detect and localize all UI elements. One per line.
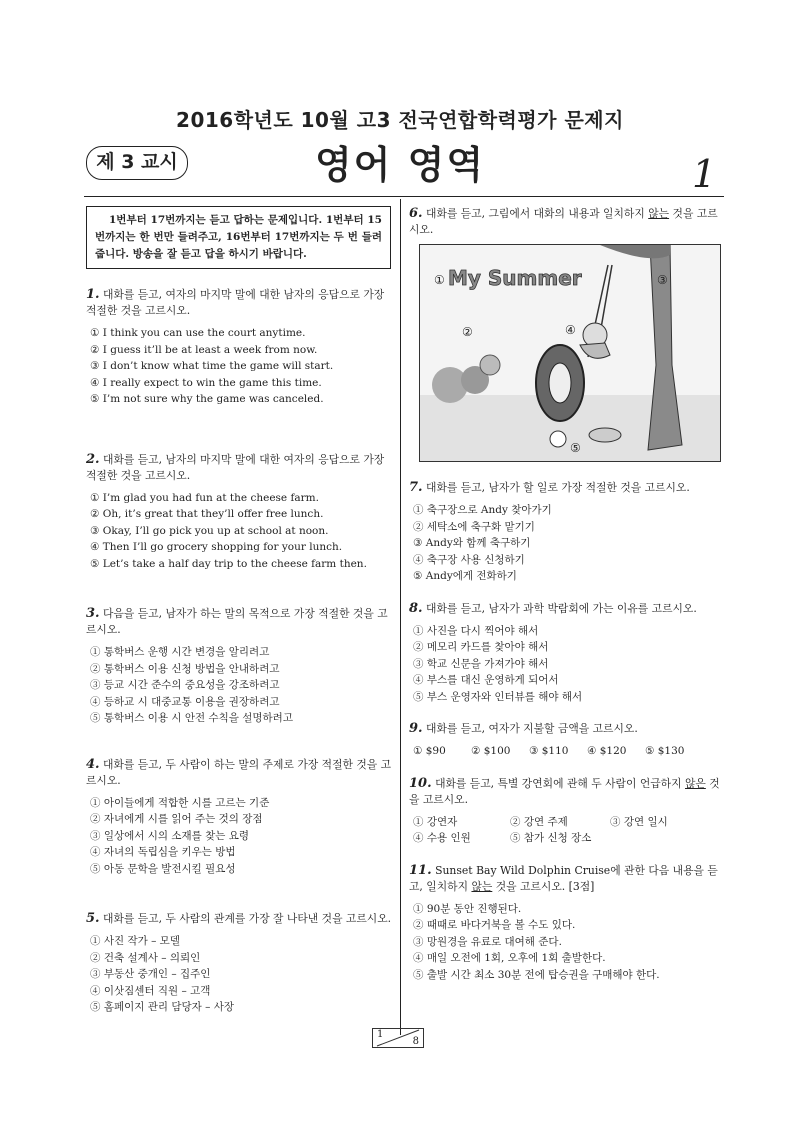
option: ① I think you can use the court anytime. <box>90 327 306 339</box>
question-10 <box>409 776 721 847</box>
question-number: 2. <box>86 451 100 467</box>
subject-title: 영어 영역 <box>314 143 486 187</box>
option: ③ 학교 신문을 가져가야 해서 <box>413 657 549 670</box>
question-stem: 대화를 듣고, 두 사람의 관계를 가장 잘 나타낸 것을 고르시오. <box>103 912 392 925</box>
option: ② I guess it’ll be at least a week from now. <box>90 343 318 356</box>
option: ③ Okay, I’ll go pick you up at school at noon. <box>90 524 329 537</box>
question-number: 9. <box>409 721 423 736</box>
option: ③ 일상에서 시의 소재를 찾는 요령 <box>90 829 250 842</box>
total-pages: 8 <box>412 1036 419 1047</box>
option: ⑤ Let’s take a half day trip to the cheese farm then. <box>90 557 367 570</box>
label-5: ⑤ <box>570 441 581 455</box>
label-3: ③ <box>657 273 668 287</box>
option: ③ 부동산 중개인 – 집주인 <box>90 968 211 980</box>
option: ② $100 <box>471 745 511 757</box>
option: ⑤ $130 <box>645 745 685 757</box>
question-2 <box>86 452 393 573</box>
underlined-word: 않는 <box>648 207 670 220</box>
option: ① I’m glad you had fun at the cheese farm. <box>90 491 319 504</box>
option: ② 자녀에게 시를 읽어 주는 것의 장점 <box>90 813 263 825</box>
question-5 <box>86 911 393 1016</box>
question-number: 3. <box>86 606 100 621</box>
option: ① 축구장으로 Andy 찾아가기 <box>413 504 552 516</box>
question-number: 6. <box>409 206 423 221</box>
question-11 <box>409 863 721 984</box>
question-number: 10. <box>409 775 432 791</box>
question-stem: 대화를 듣고, 여자의 마지막 말에 대한 남자의 응답으로 가장 적절한 것을 고르시오. <box>86 288 385 317</box>
column-divider <box>400 199 401 1035</box>
question-number: 7. <box>409 480 423 495</box>
question-6 <box>409 206 721 462</box>
question-stem: 대화를 듣고, 여자가 지불할 금액을 고르시오. <box>426 722 638 735</box>
option: ② 때때로 바다거북을 볼 수도 있다. <box>413 919 576 931</box>
option: ⑤ 참가 신청 장소 <box>510 832 592 844</box>
question-1 <box>86 287 393 408</box>
question-stem-end: 것을 고르시오. <box>409 776 720 806</box>
option: ③ 등교 시간 준수의 중요성을 강조하려고 <box>90 679 280 691</box>
question-number: 4. <box>86 756 100 772</box>
option: ② 통학버스 이용 신청 방법을 안내하려고 <box>90 662 280 675</box>
question-stem: 대화를 듣고, 특별 강연회에 관해 두 사람이 언급하지 <box>435 776 685 790</box>
label-4: ④ <box>565 323 576 337</box>
option: ④ Then I’ll go grocery shopping for your lunch. <box>90 541 343 553</box>
right-column <box>409 206 721 999</box>
option: ② 강연 주제 <box>510 815 568 828</box>
page-number: 1 <box>692 152 717 196</box>
question-number: 1. <box>86 287 100 302</box>
option: ② Oh, it’s great that they’ll offer free lunch. <box>90 508 324 520</box>
header-rule <box>84 196 724 197</box>
question-number: 11. <box>409 862 432 878</box>
question-3 <box>86 606 393 727</box>
option: ③ I don’t know what time the game will start. <box>90 360 334 372</box>
label-1: ① <box>434 273 445 287</box>
summer-illustration <box>420 245 720 461</box>
listening-notice: 1번부터 17번까지는 듣고 답하는 문제입니다. 1번부터 15번까지는 한 번만 들려주고, 16번부터 17번까지는 두 번 들려줍니다. 방송을 잘 듣고 답을 하시기 바랍니다. <box>86 206 391 269</box>
option: ④ 매일 오전에 1회, 오후에 1회 출발한다. <box>413 952 606 964</box>
option: ④ $120 <box>587 745 627 757</box>
option: ⑤ Andy에게 전화하기 <box>413 570 517 582</box>
question-stem: 대화를 듣고, 두 사람이 하는 말의 주제로 가장 적절한 것을 고르시오. <box>86 757 392 787</box>
question-number: 5. <box>86 911 100 926</box>
option: ③ $110 <box>529 745 569 757</box>
option: ① 사진을 다시 찍어야 해서 <box>413 624 539 637</box>
label-2: ② <box>462 325 473 339</box>
question-8 <box>409 601 721 706</box>
option: ① 강연자 <box>413 815 458 828</box>
option: ④ 등하교 시 대중교통 이용을 권장하려고 <box>90 695 280 708</box>
option: ① $90 <box>413 745 446 757</box>
option: ⑤ 아동 문학을 발전시킬 필요성 <box>90 862 236 875</box>
question-number: 8. <box>409 600 423 616</box>
exam-title: 2016학년도 10월 고3 전국연합학력평가 문제지 <box>176 108 624 132</box>
question-9 <box>409 721 721 760</box>
option: ② 메모리 카드를 찾아야 해서 <box>413 641 549 653</box>
option: ⑤ 홈페이지 관리 담당자 – 사장 <box>90 1001 235 1013</box>
question-stem: Sunset Bay Wild Dolphin Cruise에 관한 다음 내용을 듣고, 일치하지 <box>409 863 718 893</box>
option: ⑤ 부스 운영자와 인터뷰를 해야 해서 <box>413 690 583 703</box>
option: ② 세탁소에 축구화 맡기기 <box>413 520 535 533</box>
question-4 <box>86 757 393 878</box>
option: ① 사진 작가 – 모델 <box>90 935 180 947</box>
question-stem: 대화를 듣고, 남자의 마지막 말에 대한 여자의 응답으로 가장 적절한 것을 고르시오. <box>86 452 385 482</box>
question-stem-end: 것을 고르시오. [3점] <box>492 879 595 893</box>
option: ① 90분 동안 진행된다. <box>413 902 522 915</box>
option: ④ I really expect to win the game this time. <box>90 376 322 389</box>
option: ④ 축구장 사용 신청하기 <box>413 553 525 566</box>
option: ② 건축 설계사 – 의뢰인 <box>90 951 201 964</box>
summer-picture <box>419 244 721 462</box>
question-stem: 대화를 듣고, 그림에서 대화의 내용과 일치하지 <box>426 207 649 220</box>
option: ③ 강연 일시 <box>610 815 668 828</box>
question-7 <box>409 480 721 585</box>
period-badge: 제 3 교시 <box>86 146 188 180</box>
question-stem: 대화를 듣고, 남자가 과학 박람회에 가는 이유를 고르시오. <box>426 601 697 615</box>
figure-title: My Summer <box>448 266 582 290</box>
left-column <box>86 206 393 1032</box>
underlined-word: 않은 <box>684 776 706 790</box>
question-stem: 다음을 듣고, 남자가 하는 말의 목적으로 가장 적절한 것을 고르시오. <box>86 607 388 636</box>
option: ③ 망원경을 유료로 대여해 준다. <box>413 935 562 948</box>
option: ③ Andy와 함께 축구하기 <box>413 537 531 549</box>
option: ⑤ 통학버스 이용 시 안전 수칙을 설명하려고 <box>90 712 293 724</box>
option: ④ 수용 인원 <box>413 832 471 844</box>
underlined-word: 않는 <box>471 879 493 893</box>
option: ⑤ 출발 시간 최소 30분 전에 탑승권을 구매해야 한다. <box>413 968 660 981</box>
option: ① 통학버스 운행 시간 변경을 알리려고 <box>90 646 270 658</box>
option: ④ 자녀의 독립심을 키우는 방법 <box>90 846 236 858</box>
current-page: 1 <box>377 1029 384 1040</box>
page-indicator <box>372 1028 424 1048</box>
question-stem: 대화를 듣고, 남자가 할 일로 가장 적절한 것을 고르시오. <box>426 481 690 494</box>
option: ④ 부스를 대신 운영하게 되어서 <box>413 674 559 686</box>
option: ④ 이삿짐센터 직원 – 고객 <box>90 984 211 997</box>
option: ⑤ I’m not sure why the game was canceled. <box>90 393 324 405</box>
option: ① 아이들에게 적합한 시를 고르는 기준 <box>90 796 270 809</box>
question-stem-end: 것을 고르시오. <box>409 207 718 236</box>
